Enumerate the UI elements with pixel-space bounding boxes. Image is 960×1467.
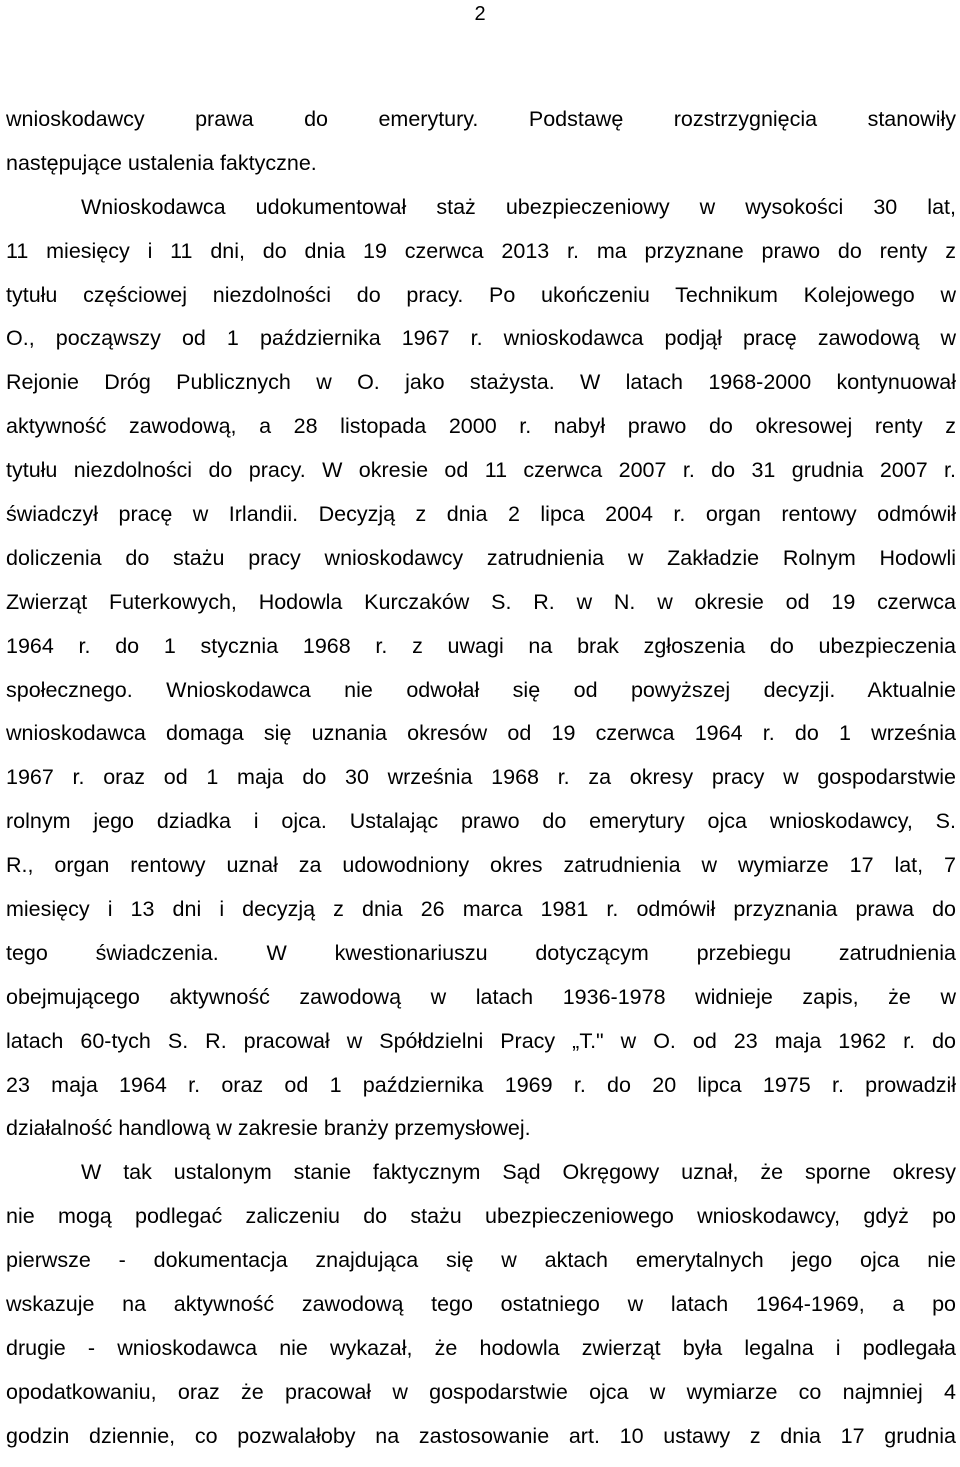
text-line: wnioskodawca domaga się uznania okresów od 19 czerwca 1964 r. do 1 września xyxy=(6,721,956,746)
text-line: 1967 r. oraz od 1 maja do 30 września 1968 r. za okresy pracy w gospodarstwie xyxy=(6,765,956,790)
text-line: Zwierząt Futerkowych, Hodowla Kurczaków S. R. w N. w okresie od 19 czerwca xyxy=(6,589,956,614)
text-line: aktywność zawodową, a 28 listopada 2000 r. nabył prawo do okresowej renty z xyxy=(6,414,956,439)
text-line: 23 maja 1964 r. oraz od 1 października 1969 r. do 20 lipca 1975 r. prowadził xyxy=(6,1072,956,1097)
text-line: O., począwszy od 1 października 1967 r. wnioskodawca podjął pracę zawodową w xyxy=(6,326,956,351)
text-line: świadczył pracę w Irlandii. Decyzją z dnia 2 lipca 2004 r. organ rentowy odmówił xyxy=(6,502,956,527)
text-line: drugie - wnioskodawca nie wykazał, że hodowla zwierząt była legalna i podlegała xyxy=(6,1335,956,1360)
text-line: tytułu niezdolności do pracy. W okresie od 11 czerwca 2007 r. do 31 grudnia 2007 r. xyxy=(6,458,956,483)
text-line: 11 miesięcy i 11 dni, do dnia 19 czerwca 2013 r. ma przyznane prawo do renty z xyxy=(6,238,956,263)
text-line: obejmującego aktywność zawodową w latach 1936-1978 widnieje zapis, że w xyxy=(6,984,956,1009)
page-number: 2 xyxy=(474,3,486,25)
text-line: rolnym jego dziadka i ojca. Ustalając prawo do emerytury ojca wnioskodawcy, S. xyxy=(6,809,956,834)
text-line: R., organ rentowy uznał za udowodniony okres zatrudnienia w wymiarze 17 lat, 7 xyxy=(6,853,956,878)
document-body xyxy=(6,98,956,1459)
text-line: latach 60-tych S. R. pracował w Spółdzielni Pracy „T." w O. od 23 maja 1962 r. do xyxy=(6,1028,956,1053)
text-line: pierwsze - dokumentacja znajdująca się w aktach emerytalnych jego ojca nie xyxy=(6,1248,956,1273)
text-line: doliczenia do stażu pracy wnioskodawcy zatrudnienia w Zakładzie Rolnym Hodowli xyxy=(6,545,956,570)
text-line: miesięcy i 13 dni i decyzją z dnia 26 marca 1981 r. odmówił przyznania prawa do xyxy=(6,897,956,922)
text-line: opodatkowaniu, oraz że pracował w gospodarstwie ojca w wymiarze co najmniej 4 xyxy=(6,1379,956,1404)
text-line: wskazuje na aktywność zawodową tego ostatniego w latach 1964-1969, a po xyxy=(6,1292,956,1317)
text-line: wnioskodawcy prawa do emerytury. Podstawę rozstrzygnięcia stanowiły xyxy=(6,107,956,131)
text-line: społecznego. Wnioskodawca nie odwołał się od powyższej decyzji. Aktualnie xyxy=(6,677,956,702)
text-line: tytułu częściowej niezdolności do pracy. Po ukończeniu Technikum Kolejowego w xyxy=(6,282,956,307)
text-line: nie mogą podlegać zaliczeniu do stażu ubezpieczeniowego wnioskodawcy, gdyż po xyxy=(6,1204,956,1229)
text-line: W tak ustalonym stanie faktycznym Sąd Okręgowy uznał, że sporne okresy xyxy=(81,1160,956,1185)
text-line: działalność handlową w zakresie branży przemysłowej. xyxy=(6,1116,531,1141)
text-line: następujące ustalenia faktyczne. xyxy=(6,150,317,175)
text-line: godzin dziennie, co pozwalałoby na zastosowanie art. 10 ustawy z dnia 17 grudnia xyxy=(6,1423,956,1448)
text-line: Rejonie Dróg Publicznych w O. jako stażysta. W latach 1968-2000 kontynuował xyxy=(6,370,956,395)
text-line: tego świadczenia. W kwestionariuszu dotyczącym przebiegu zatrudnienia xyxy=(6,940,956,965)
text-line: Wnioskodawca udokumentował staż ubezpieczeniowy w wysokości 30 lat, xyxy=(81,194,956,219)
text-line: 1964 r. do 1 stycznia 1968 r. z uwagi na brak zgłoszenia do ubezpieczenia xyxy=(6,633,956,658)
